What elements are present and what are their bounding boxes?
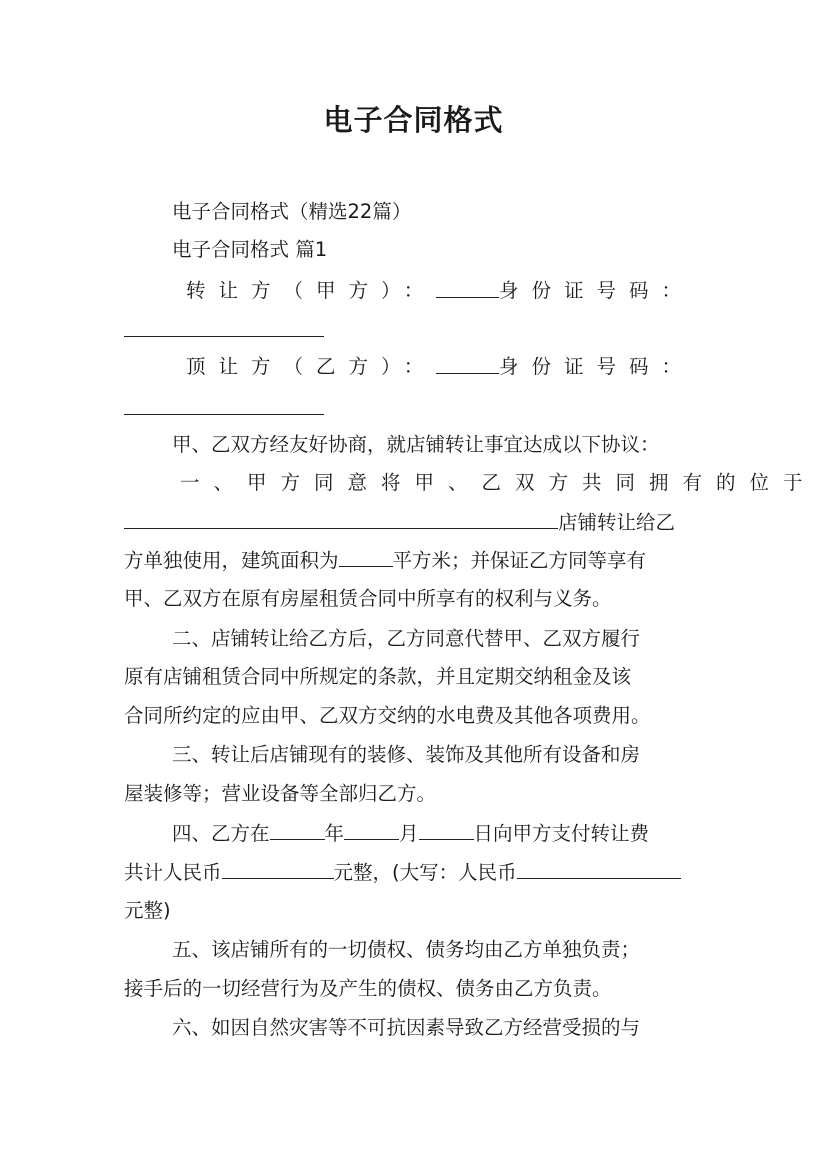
clause1-line2 xyxy=(124,508,675,536)
transferee-label: 顶让方（乙方）： xyxy=(186,355,437,378)
amount-blank xyxy=(222,858,334,879)
transferor-id-row xyxy=(124,316,324,344)
id-label-2: 身份证号码： xyxy=(498,355,694,378)
clause5-line1: 五、该店铺所有的一切债权、债务均由乙方单独负责； xyxy=(172,938,641,961)
clause4-line3: 元整) xyxy=(124,899,171,922)
clause4-month-label: 月 xyxy=(399,822,419,845)
area-blank xyxy=(339,546,393,567)
clause3-line1: 三、转让后店铺现有的装修、装饰及其他所有设备和房 xyxy=(172,743,641,766)
clause4-line1 xyxy=(172,819,649,847)
clause2-line3: 合同所约定的应由甲、乙双方交纳的水电费及其他各项费用。 xyxy=(124,704,651,727)
clause4-line2 xyxy=(124,858,681,886)
transferee-row xyxy=(186,353,694,381)
clause1-line3 xyxy=(124,546,646,574)
clause4-d: 日向甲方支付转让费 xyxy=(473,822,650,845)
clause4-year-label: 年 xyxy=(324,822,345,845)
clause1-line3-a: 方单独使用，建筑面积为 xyxy=(124,549,339,572)
document-title: 电子合同格式 xyxy=(323,103,504,137)
day-blank xyxy=(419,819,474,840)
clause1-line2-tail: 店铺转让给乙 xyxy=(558,511,676,534)
clause6-line1: 六、如因自然灾害等不可抗因素导致乙方经营受损的与 xyxy=(172,1016,641,1039)
location-blank xyxy=(124,508,558,529)
subtitle: 电子合同格式（精选22篇） xyxy=(172,200,412,223)
transferor-name-blank xyxy=(436,277,499,298)
clause1-line4: 甲、乙双方在原有房屋租赁合同中所享有的权利与义务。 xyxy=(124,587,612,610)
amount-words-blank xyxy=(517,858,681,879)
clause4-line2-b: 元整，(大写：人民币 xyxy=(333,861,517,884)
month-blank xyxy=(344,819,399,840)
year-blank xyxy=(270,819,325,840)
transferor-id-blank xyxy=(124,316,324,337)
clause2-line2: 原有店铺租赁合同中所规定的条款，并且定期交纳租金及该 xyxy=(124,665,632,688)
clause1-line1: 一、甲方同意将甲、乙双方共同拥有的位于 xyxy=(180,471,817,494)
clause1-line3-b: 平方米；并保证乙方同等享有 xyxy=(392,549,647,572)
transferor-row xyxy=(186,277,694,305)
clause2-line1: 二、店铺转让给乙方后，乙方同意代替甲、乙双方履行 xyxy=(172,627,641,650)
transferor-label: 转让方（甲方）： xyxy=(186,279,437,302)
clause4-a: 四、乙方在 xyxy=(172,822,270,845)
intro-paragraph: 甲、乙双方经友好协商，就店铺转让事宜达成以下协议： xyxy=(172,433,660,456)
clause3-line2: 屋装修等；营业设备等全部归乙方。 xyxy=(124,782,437,805)
transferee-name-blank xyxy=(436,353,499,374)
clause4-line2-a: 共计人民币 xyxy=(124,861,222,884)
clause5-line2: 接手后的一切经营行为及产生的债权、债务由乙方负责。 xyxy=(124,977,612,1000)
section-heading: 电子合同格式 篇1 xyxy=(172,238,328,261)
transferee-id-row xyxy=(124,394,324,422)
id-label-1: 身份证号码： xyxy=(498,279,694,302)
transferee-id-blank xyxy=(124,394,324,415)
